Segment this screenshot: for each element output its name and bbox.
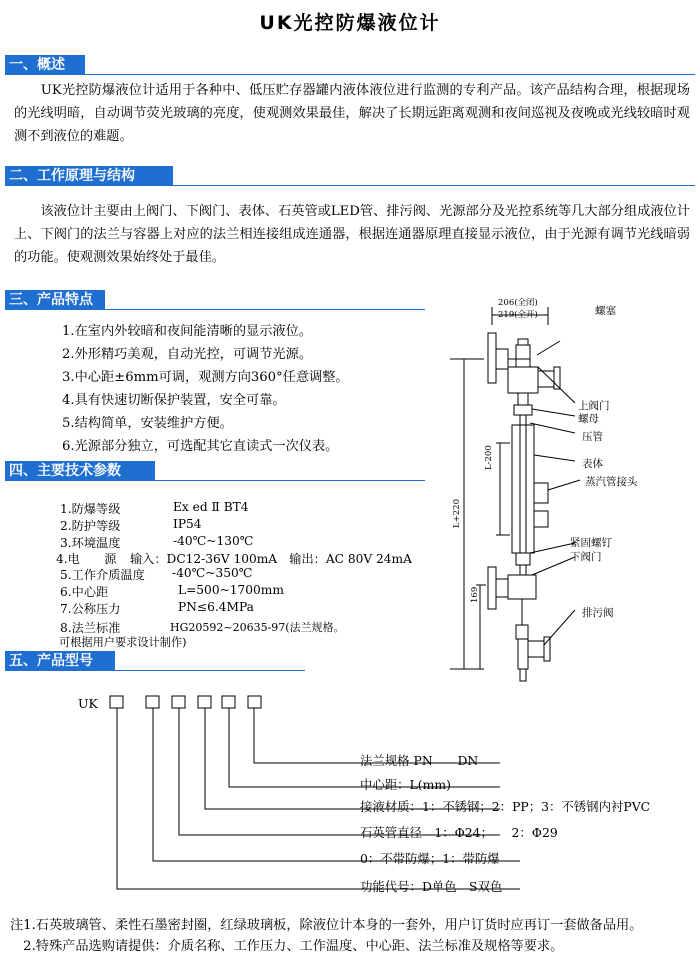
note-item: 2.特殊产品选购请提供：介质名称、工作压力、工作温度、中心距、法兰标准及规格等要求。 xyxy=(10,939,564,954)
feature-item: 2.外形精巧美观，自动光控，可调节光源。 xyxy=(62,347,312,362)
feature-item: 6.光源部分独立，可选配其它直读式一次仪表。 xyxy=(62,439,339,454)
feature-item: 3.中心距±6mm可调，观测方向360°任意调整。 xyxy=(62,370,349,385)
notes xyxy=(10,915,695,957)
model-line: 中心距：L(mm) xyxy=(360,777,451,792)
dim-label: L-200 xyxy=(484,445,494,470)
part-label-steam-joint: 蒸汽管接头 xyxy=(585,476,638,488)
section-header-params: 四、主要技术参数 xyxy=(5,461,155,481)
note-item: 注1.石英玻璃管、柔性石墨密封圈，红绿玻璃板，除液位计本身的一套外，用户订货时应再订一套做备品用。 xyxy=(10,918,643,933)
principle-paragraph: 该液位计主要由上阀门、下阀门、表体、石英管或LED管、排污阀、光源部分及光控系统等几大部分组成液位计上、下阀门的法兰与容器上对应的法兰相连接组成连通器，根据连通器原理直接显示液位，由于光源有调节光线暗弱的功能。使观测效果始终处于最佳。 xyxy=(14,204,690,265)
section-header-model: 五、产品型号 xyxy=(5,651,115,671)
section-header-overview: 一、概述 xyxy=(5,55,85,75)
level-gauge-drawing xyxy=(440,285,700,695)
part-label-upper-valve: 上阀门 xyxy=(578,400,610,412)
dim-label: 206(全闭) xyxy=(498,298,538,308)
leader-line xyxy=(179,708,500,835)
code-box xyxy=(222,696,235,708)
code-box xyxy=(248,696,261,708)
overview-paragraph: UK光控防爆液位计适用于各种中、低压贮存器罐内液体液位进行监测的专利产品。该产品结构合理，根据现场的光线明暗，自动调节荧光玻璃的亮度，使观测效果最佳，解决了长期远距离观测和夜间巡视及夜晚或光线较暗时观测不到液位的难题。 xyxy=(14,83,690,144)
section-header-features: 三、产品特点 xyxy=(5,290,105,310)
model-line: 功能代号：D单色 S双色 xyxy=(360,879,503,894)
model-line: 法兰规格 PN DN xyxy=(360,753,479,768)
part-label-screw: 紧固螺钉 xyxy=(570,537,612,549)
code-box xyxy=(146,696,159,708)
dim-label: 169 xyxy=(470,586,480,603)
part-label-lower-valve: 下阀门 xyxy=(570,551,602,563)
feature-item: 1.在室内外较暗和夜间能清晰的显示液位。 xyxy=(62,324,312,339)
part-label-plug: 螺塞 xyxy=(595,305,616,317)
code-box xyxy=(198,696,211,708)
page-title: UK光控防爆液位计 xyxy=(259,12,441,34)
dim-label: L+220 xyxy=(452,499,462,528)
code-box xyxy=(172,696,185,708)
model-line: 石英管直径 1：Φ24； 2：Φ29 xyxy=(360,825,558,840)
part-label-body: 表体 xyxy=(582,458,603,470)
feature-item: 4.具有快速切断保护装置，安全可靠。 xyxy=(62,393,286,408)
part-label-nut: 螺母 xyxy=(578,413,599,425)
code-box xyxy=(110,696,123,708)
dim-label: 219(全开) xyxy=(498,310,538,320)
feature-item: 5.结构简单，安装维护方便。 xyxy=(62,416,233,431)
model-line: 0：不带防爆；1：带防爆 xyxy=(360,851,500,866)
model-prefix: UK xyxy=(78,696,98,711)
part-label-drain-valve: 排污阀 xyxy=(582,607,614,619)
part-label-press-tube: 压管 xyxy=(582,431,603,443)
section-header-principle: 二、工作原理与结构 xyxy=(5,166,173,186)
model-line: 接液材质：1：不锈钢；2：PP；3：不锈钢内衬PVC xyxy=(360,799,651,814)
